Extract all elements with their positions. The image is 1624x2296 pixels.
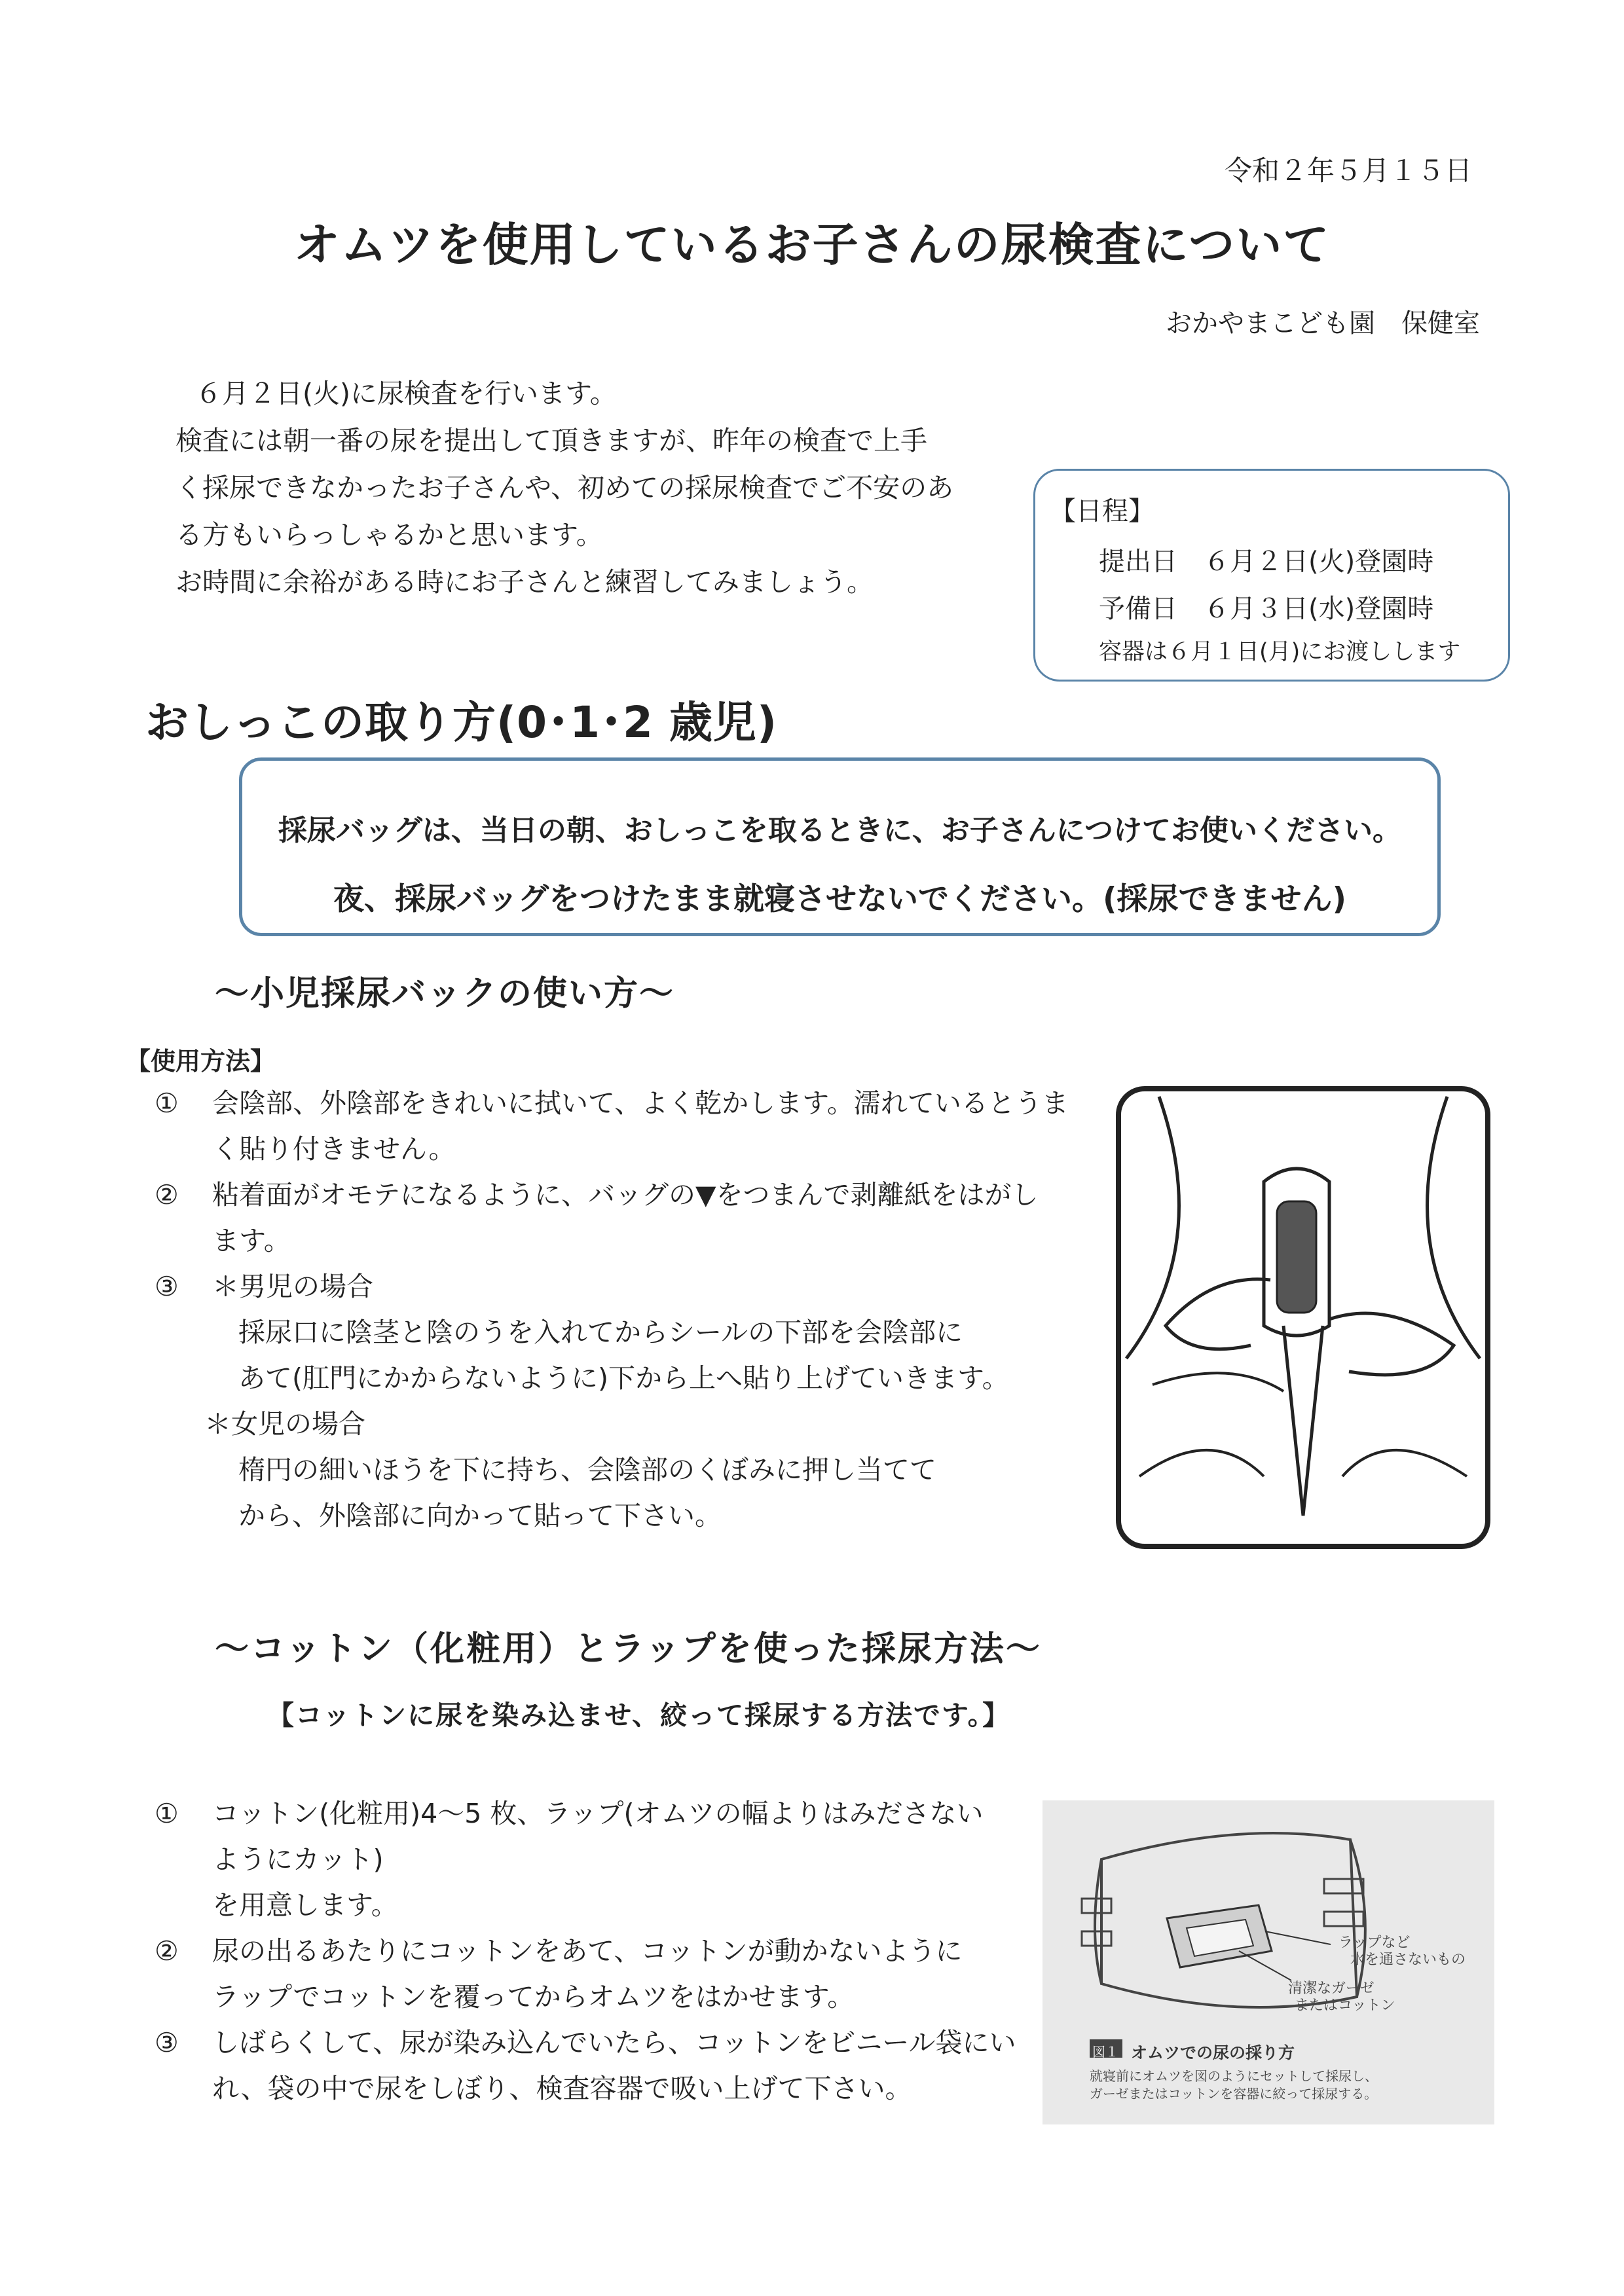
section-heading-bag-usage: ～小児採尿バックの使い方～ [215, 974, 675, 1013]
schedule-value: ６月２日(火)登園時 [1204, 547, 1434, 577]
intro-line: 検査には朝一番の尿を提出して頂きますが、昨年の検査で上手 [175, 425, 927, 456]
step-line: 楕円の細いほうを下に持ち、会陰部のくぼみに押し当てて [238, 1454, 936, 1485]
step-line: を用意します。 [212, 1889, 398, 1921]
step-line: から、外陰部に向かって貼って下さい。 [238, 1500, 722, 1531]
step-line: 採尿口に陰茎と陰のうを入れてからシールの下部を会陰部に [238, 1317, 963, 1348]
cotton-method-steps [155, 1791, 1058, 2111]
intro-line: ６月２日(火)に尿検査を行います。 [195, 378, 617, 409]
figure-label-wrap-detail: 水を通さないもの [1350, 1952, 1466, 1968]
intro-line: く採尿できなかったお子さんや、初めての採尿検査でご不安のあ [175, 472, 954, 503]
step-boy-heading: ＊男児の場合 [212, 1271, 373, 1302]
step-line: ようにカット) [212, 1844, 384, 1875]
warning-box [239, 757, 1441, 936]
bag-application-illustration [1113, 1084, 1493, 1552]
schedule-value: ６月３日(水)登園時 [1204, 594, 1434, 624]
step-item [155, 2020, 1058, 2111]
document-date: 令和２年５月１５日 [1225, 155, 1473, 187]
step-item [155, 1172, 1091, 1264]
step-item [155, 1791, 1058, 1928]
step-number: ① [155, 1798, 179, 1829]
figure-title: オムツでの尿の採り方 [1131, 2043, 1295, 2062]
step-item [155, 1080, 1091, 1172]
step-number: ② [155, 1935, 179, 1967]
step-number: ② [155, 1179, 179, 1211]
usage-heading: 【使用方法】 [126, 1047, 276, 1076]
step-line: ラップでコットンを覆ってからオムツをはかせます。 [212, 1981, 855, 2013]
figure-label-wrap: ラップなど [1338, 1935, 1411, 1951]
intro-paragraph [175, 370, 953, 606]
schedule-heading: 【日程】 [1050, 496, 1154, 526]
figure-label-gauze-detail: またはコットン [1295, 1997, 1395, 2014]
schedule-label: 予備日 [1099, 594, 1177, 624]
step-item [155, 1264, 1091, 1309]
intro-line: お時間に余裕がある時にお子さんと練習してみましょう。 [175, 566, 874, 598]
figure-number: 図１ [1092, 2044, 1118, 2060]
step-item [155, 1928, 1058, 2020]
figure-label-gauze: 清潔なガーゼ [1288, 1980, 1375, 1997]
warning-line: 夜、採尿バッグをつけたまま就寝させないでください。(採尿できません) [333, 881, 1346, 917]
intro-line: る方もいらっしゃるかと思います。 [175, 519, 603, 551]
step-number: ③ [155, 1271, 179, 1302]
schedule-row [1099, 585, 1508, 632]
schedule-label: 提出日 [1099, 547, 1177, 577]
figure-description-line: ガーゼまたはコットンを容器に絞って採尿する。 [1090, 2086, 1378, 2102]
diaper-figure [1043, 1800, 1494, 2124]
figure-description-line: 就寝前にオムツを図のようにセットして採尿し、 [1090, 2068, 1378, 2084]
step-line: れ、袋の中で尿をしぼり、検査容器で吸い上げて下さい。 [212, 2073, 912, 2104]
step-line: あて(肛門にかからないように)下から上へ貼り上げていきます。 [238, 1362, 1009, 1394]
schedule-box [1033, 469, 1510, 682]
step-line: コットン(化粧用)4～5 枚、ラップ(オムツの幅よりはみださない [212, 1798, 984, 1829]
step-number: ③ [155, 2027, 179, 2058]
step-line: 粘着面がオモテになるように、バッグの▼をつまんで剥離紙をはがし [212, 1179, 1039, 1211]
section-heading-cotton-method: ～コットン（化粧用）とラップを使った採尿方法～ [215, 1630, 1042, 1669]
step-line: 尿の出るあたりにコットンをあて、コットンが動かないように [212, 1935, 963, 1967]
step-line: しばらくして、尿が染み込んでいたら、コットンをビニール袋にい [212, 2027, 1016, 2058]
step-line: ます。 [212, 1225, 291, 1256]
step-line: く貼り付きません。 [212, 1133, 456, 1165]
schedule-row [1099, 538, 1508, 585]
schedule-note: 容器は６月１日(月)にお渡しします [1099, 639, 1461, 665]
section-heading-urine-collection: おしっこの取り方(0･1･2 歳児) [145, 697, 778, 748]
step-number: ① [155, 1087, 179, 1119]
warning-line: 採尿バッグは、当日の朝、おしっこを取るときに、お子さんにつけてお使いください。 [278, 814, 1402, 847]
organization-name: おかやまこども園 保健室 [1166, 308, 1480, 338]
cotton-method-subtitle: 【コットンに尿を染み込ませ、絞って採尿する方法です。】 [267, 1700, 1011, 1731]
document-title: オムツを使用しているお子さんの尿検査について [293, 218, 1331, 272]
step-girl-heading: ＊女児の場合 [204, 1408, 365, 1440]
step-line: 会陰部、外陰部をきれいに拭いて、よく乾かします。濡れているとうま [212, 1087, 1069, 1119]
bag-usage-steps [155, 1080, 1091, 1539]
